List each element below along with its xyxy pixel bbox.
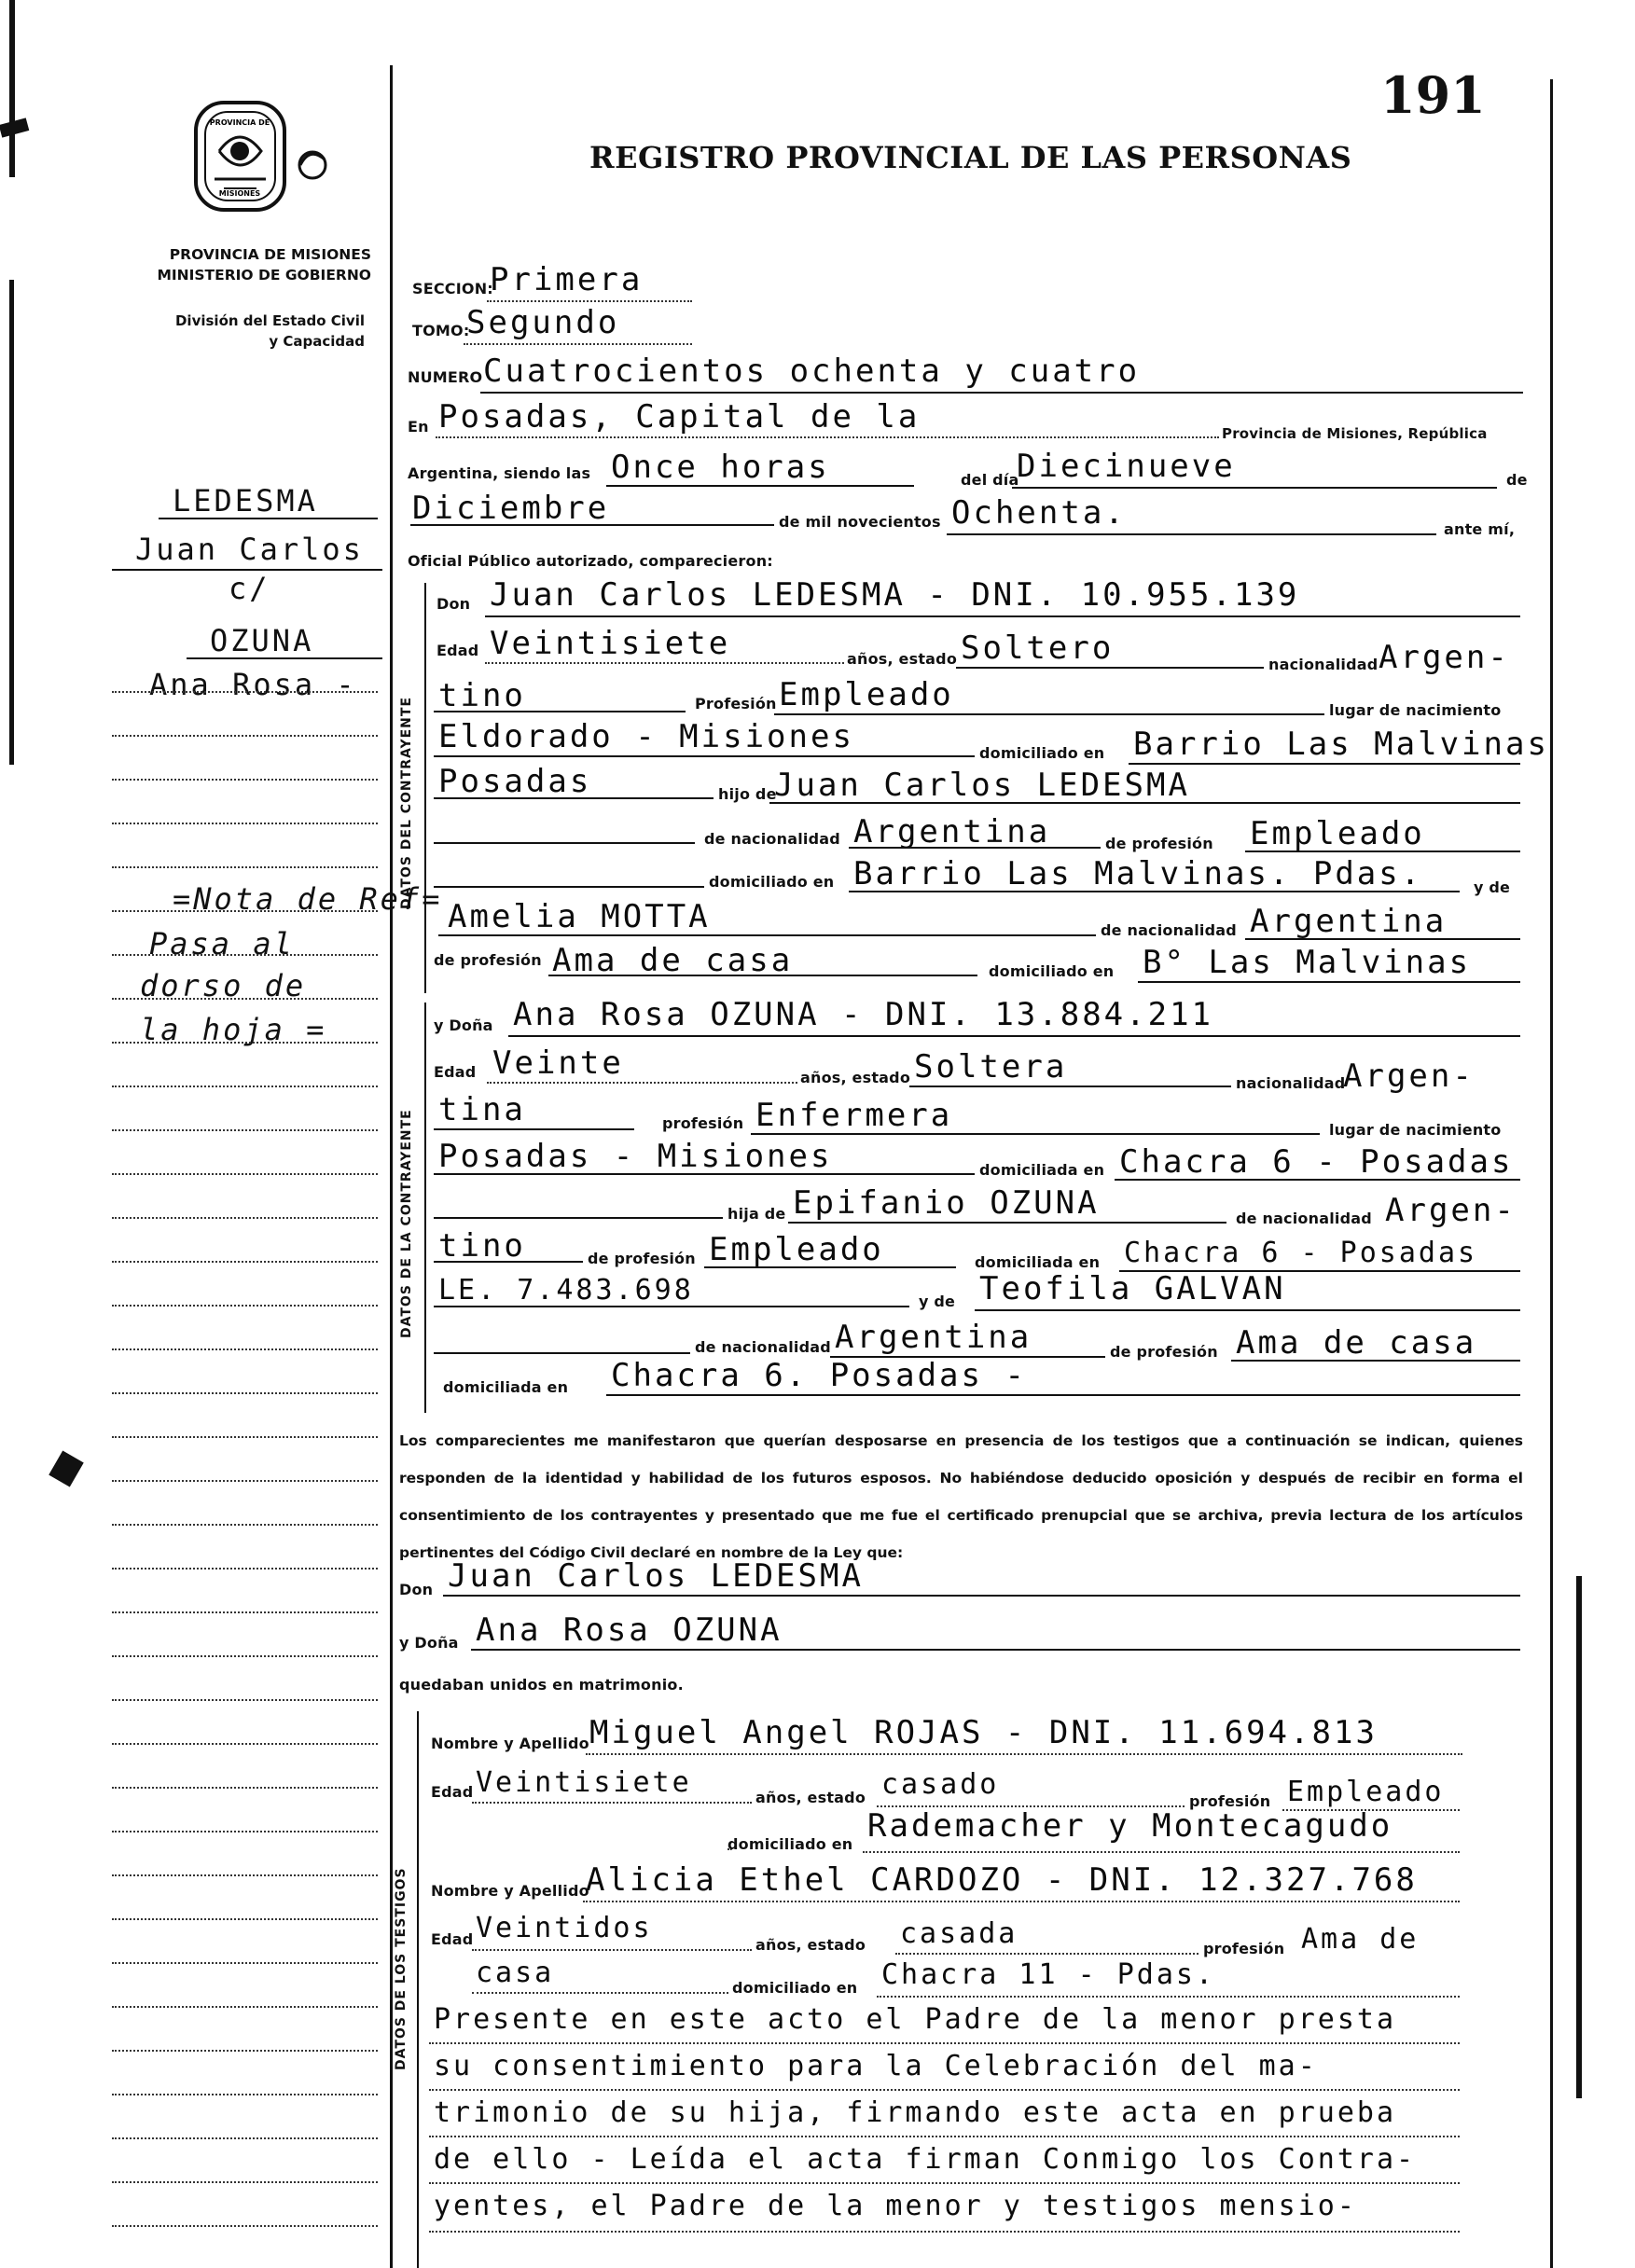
domicilio-value-b: Posadas: [438, 763, 592, 800]
margin-dotted-line: [112, 1655, 378, 1657]
margin-dotted-line: [112, 1962, 378, 1964]
witness-note-line: su consentimiento para la Celebración del ma-: [434, 2050, 1318, 2082]
dotted-line: [436, 436, 1219, 438]
margin-dotted-line: [112, 779, 378, 781]
margin-surname-1: LEDESMA: [173, 483, 318, 519]
nacionalidad-value-a: Argen-: [1343, 1058, 1475, 1095]
estado-label: años, estado: [755, 1936, 866, 1954]
division-line: División del Estado Civil: [174, 312, 365, 329]
margin-dotted-line: [112, 1436, 378, 1438]
ministry-line: MINISTERIO DE GOBIERNO: [157, 267, 371, 284]
testigos-side-label: DATOS DE LOS TESTIGOS: [394, 1867, 409, 2070]
margin-dotted-line: [112, 823, 378, 824]
padre-value: Epifanio OZUNA: [793, 1184, 1100, 1222]
block-bracket: [417, 1711, 419, 2268]
rule-line: [1012, 487, 1497, 489]
profesion-label: profesión: [662, 1114, 744, 1132]
rule-line: [443, 1595, 1520, 1597]
rule-line: [909, 1086, 1231, 1087]
margin-dotted-line: [112, 1611, 378, 1613]
scan-artifact: [9, 0, 15, 177]
provincia-text: Provincia de Misiones, República: [1222, 425, 1488, 442]
margin-note-line: =Nota de Ref=: [173, 881, 443, 917]
margin-dotted-line: [112, 2094, 378, 2095]
don-label: Don: [436, 595, 471, 613]
margin-dotted-line: [112, 1348, 378, 1350]
rule-line: [471, 1649, 1520, 1651]
rule-line: [1115, 1179, 1520, 1181]
nacionalidad-value-a: Argen-: [1379, 639, 1510, 676]
profesion-label: profesión: [1203, 1940, 1285, 1957]
mil-label: de mil novecientos: [779, 513, 941, 531]
dotted-line: [583, 1901, 1460, 1902]
margin-note-line: Pasa al: [149, 926, 295, 961]
decl-don-value: Juan Carlos LEDESMA: [448, 1557, 864, 1595]
madre-nac-value: Argentina: [835, 1319, 1032, 1356]
testigo1-edad: Veintisiete: [476, 1766, 692, 1799]
dotted-line: [472, 1802, 752, 1804]
ante-label: ante mí,: [1444, 520, 1516, 538]
margin-dotted-line: [112, 1524, 378, 1526]
tomo-value: Segundo: [466, 304, 620, 341]
nombre-label: Nombre y Apellido: [431, 1882, 589, 1900]
margin-note-line: la hoja =: [140, 1012, 327, 1047]
dotted-line: [429, 2042, 1460, 2044]
hija-label: hija de: [727, 1205, 786, 1223]
rule-line: [434, 1173, 975, 1175]
margin-dotted-line: [112, 2137, 378, 2139]
margin-dotted-line: [112, 1568, 378, 1570]
margin-dotted-line: [112, 2181, 378, 2183]
dotted-line: [863, 1851, 1460, 1853]
decl-dona-value: Ana Rosa OZUNA: [476, 1611, 783, 1649]
profesion-label: profesión: [1189, 1792, 1271, 1810]
division-line: y Capacidad: [269, 333, 365, 350]
rule-line: [434, 1352, 690, 1354]
contrayente-side-label: DATOS DE LA CONTRAYENTE: [399, 1109, 414, 1338]
division-header: [175, 311, 365, 352]
profesion-value: Enfermera: [755, 1097, 953, 1134]
padre-nac-value-b: tino: [438, 1227, 526, 1265]
testigo1-estado: casado: [881, 1768, 1000, 1801]
profesion-value: Empleado: [779, 676, 954, 713]
dotted-line: [487, 1082, 797, 1084]
anio-value: Ochenta.: [951, 494, 1127, 532]
madre-dom-label: domiciliada en: [443, 1378, 569, 1396]
rule-line: [788, 1222, 1226, 1224]
scan-artifact: [1576, 1576, 1582, 2098]
testigo2-name: Alicia Ethel CARDOZO - DNI. 12.327.768: [586, 1861, 1418, 1899]
dotted-line: [472, 1992, 728, 1994]
domicilio-label: domiciliado en: [727, 1835, 853, 1853]
del-dia-label: del día: [961, 471, 1019, 489]
rule-line: [485, 615, 1520, 617]
testigo2-prof-a: Ama de: [1301, 1923, 1420, 1956]
witness-note-line: Presente en este acto el Padre de la menor presta: [434, 2003, 1397, 2036]
dotted-line: [464, 343, 692, 345]
padre-nac-label: de nacionalidad: [704, 830, 840, 848]
rule-line: [975, 1309, 1520, 1311]
mes-value: Diciembre: [412, 490, 610, 527]
scan-artifact: [48, 1451, 84, 1487]
rule-line: [751, 1133, 1320, 1135]
padre-nac-value-a: Argen-: [1385, 1192, 1517, 1229]
rule-line: [704, 1266, 956, 1268]
rule-line: [1245, 850, 1520, 852]
testigo1-name: Miguel Angel ROJAS - DNI. 11.694.813: [589, 1714, 1378, 1751]
de-label: de: [1506, 471, 1528, 489]
madre-value: Teofila GALVAN: [979, 1270, 1286, 1307]
page-number: 191: [1380, 65, 1486, 125]
dotted-line: [429, 2089, 1460, 2091]
seccion-label: SECCION:: [412, 280, 493, 297]
madre-prof-value: Ama de casa: [1236, 1324, 1477, 1362]
lugar-value: Eldorado - Misiones: [438, 718, 854, 755]
edad-value: Veinte: [492, 1044, 624, 1082]
nacionalidad-label: nacionalidad: [1236, 1074, 1346, 1092]
margin-rule: [159, 518, 378, 519]
padre-value: Juan Carlos LEDESMA: [774, 767, 1190, 804]
en-value: Posadas, Capital de la: [438, 398, 921, 436]
rule-line: [947, 533, 1436, 535]
margin-dotted-line: [112, 1086, 378, 1087]
dotted-line: [487, 300, 692, 302]
padre-prof-value: Empleado: [709, 1231, 884, 1268]
madre-nac-label: de nacionalidad: [695, 1338, 831, 1356]
madre-dom-value: Chacra 6. Posadas -: [611, 1357, 1027, 1394]
rule-line: [434, 1128, 634, 1130]
margin-dotted-line: [112, 1787, 378, 1789]
testigo2-dom: Chacra 11 - Pdas.: [881, 1958, 1216, 1991]
y-de-label: y de: [919, 1293, 956, 1310]
provincial-seal-icon: [177, 86, 331, 226]
margin-dotted-line: [112, 866, 378, 868]
edad-label: Edad: [431, 1783, 474, 1801]
madre-dom-value: B° Las Malvinas: [1143, 944, 1472, 981]
estado-label: años, estado: [800, 1069, 911, 1086]
y-de-label: y de: [1474, 878, 1511, 896]
rule-line: [1231, 1360, 1520, 1362]
hora-value: Once horas: [611, 449, 830, 486]
margin-dotted-line: [112, 2225, 378, 2227]
margin-conj: c/: [229, 571, 270, 606]
margin-dotted-line: [112, 2006, 378, 2008]
domicilio-value-a: Barrio Las Malvinas: [1133, 726, 1549, 763]
padre-nac-value: Argentina: [853, 813, 1051, 850]
margin-dotted-line: [112, 1874, 378, 1876]
block-bracket: [424, 1003, 426, 1413]
nacionalidad-value-b: tina: [438, 1091, 526, 1128]
padre-prof-value: Empleado: [1250, 815, 1425, 852]
margin-rule: [187, 657, 382, 659]
margin-dotted-line: [112, 1699, 378, 1701]
madre-prof-value: Ama de casa: [552, 942, 794, 979]
dotted-line: [895, 1953, 1199, 1955]
edad-value: Veintisiete: [490, 625, 731, 662]
rule-line: [1245, 938, 1520, 940]
en-label: En: [408, 418, 429, 436]
padre-prof-label: de profesión: [588, 1250, 696, 1267]
margin-dotted-line: [112, 998, 378, 1000]
estado-value: Soltera: [914, 1048, 1068, 1086]
dia-value: Diecinueve: [1017, 448, 1236, 485]
rule-line: [434, 1261, 583, 1263]
hijo-label: hijo de: [718, 785, 777, 803]
margin-dotted-line: [112, 910, 378, 912]
rule-line: [438, 934, 1096, 936]
padre-doc-value: LE. 7.483.698: [438, 1274, 694, 1307]
madre-dom-label: domiciliado en: [989, 962, 1115, 980]
rule-line: [434, 886, 704, 888]
dotted-line: [429, 2182, 1460, 2184]
margin-dotted-line: [112, 1392, 378, 1394]
padre-dom-label: domiciliada en: [975, 1253, 1101, 1271]
madre-prof-label: de profesión: [434, 951, 542, 969]
svg-text:PROVINCIA DE: PROVINCIA DE: [209, 118, 270, 127]
margin-dotted-line: [112, 735, 378, 737]
rule-line: [410, 524, 774, 526]
margin-dotted-line: [112, 1743, 378, 1745]
domicilio-label: domiciliada en: [979, 1161, 1105, 1179]
rule-line: [434, 797, 714, 799]
padre-dom-value: Chacra 6 - Posadas: [1124, 1237, 1478, 1269]
contrayente2-name: Ana Rosa OZUNA - DNI. 13.884.211: [513, 996, 1214, 1033]
nacionalidad-value-b: tino: [438, 677, 526, 714]
dotted-line: [877, 1996, 1460, 1998]
estado-value: Soltero: [961, 629, 1115, 667]
main-left-border: [390, 65, 393, 2268]
margin-dotted-line: [112, 1217, 378, 1219]
svg-text:MISIONES: MISIONES: [218, 189, 261, 198]
seccion-value: Primera: [490, 261, 644, 298]
domicilio-value: Chacra 6 - Posadas: [1119, 1143, 1514, 1181]
margin-dotted-line: [112, 1129, 378, 1131]
margin-dotted-line: [112, 954, 378, 956]
margin-dotted-line: [112, 1480, 378, 1482]
padre-dom-label: domiciliado en: [709, 873, 835, 891]
dotted-line: [485, 662, 844, 664]
rule-line: [1138, 981, 1520, 983]
nombre-label: Nombre y Apellido: [431, 1735, 589, 1752]
estado-label: años, estado: [755, 1789, 866, 1806]
contrayente-side-label: DATOS DEL CONTRAYENTE: [399, 696, 414, 909]
tomo-label: TOMO:: [412, 322, 470, 339]
domicilio-label: domiciliado en: [732, 1979, 858, 1997]
margin-dotted-line: [112, 1918, 378, 1920]
rule-line: [606, 485, 914, 487]
decl-dona-label: y Doña: [399, 1634, 459, 1652]
rule-line: [849, 847, 1101, 849]
madre-value: Amelia MOTTA: [448, 898, 711, 935]
main-right-border: [1550, 79, 1553, 2268]
dotted-line: [586, 1753, 1462, 1755]
edad-label: Edad: [436, 642, 479, 659]
margin-dotted-line: [112, 1261, 378, 1263]
contrayente1-name: Juan Carlos LEDESMA - DNI. 10.955.139: [490, 576, 1300, 614]
scan-artifact: [9, 280, 14, 765]
rule-line: [434, 842, 695, 844]
rule-line: [774, 713, 1324, 715]
declaration-paragraph: Los comparecientes me manifestaron que querían desposarse en presencia de los testigos que a continuación se indican, quienes responden de la identidad y habilidad de los futuros esposos. No habiéndose deducido oposición y después de recibir en forma el consentimiento de los contrayentes y presentado que me fue el certificado prenupcial que se archiva, previa lectura de los artículos pertinentes del Código Civil declaré en nombre de la Ley que:: [399, 1432, 1523, 1561]
rule-line: [606, 1394, 1520, 1396]
testigo2-estado: casada: [900, 1917, 1018, 1950]
rule-line: [548, 975, 977, 976]
document-title: REGISTRO PROVINCIAL DE LAS PERSONAS: [589, 140, 1352, 175]
padre-nac-label: de nacionalidad: [1236, 1210, 1372, 1227]
dona-label: y Doña: [434, 1016, 493, 1034]
decl-don-label: Don: [399, 1581, 434, 1598]
ministry-header: [157, 244, 371, 285]
padre-prof-label: de profesión: [1105, 835, 1213, 852]
margin-dotted-line: [112, 1305, 378, 1307]
margin-dotted-line: [112, 691, 378, 693]
lugar-label: lugar de nacimiento: [1329, 701, 1502, 719]
rule-line: [434, 755, 975, 757]
margin-dotted-line: [112, 1831, 378, 1832]
padre-dom-value: Barrio Las Malvinas. Pdas.: [853, 855, 1423, 892]
lugar-label: lugar de nacimiento: [1329, 1121, 1502, 1139]
quedaban-text: quedaban unidos en matrimonio.: [399, 1676, 684, 1694]
numero-label: NUMERO: [408, 368, 483, 386]
madre-nac-value: Argentina: [1250, 903, 1448, 940]
argentina-label: Argentina, siendo las: [408, 464, 591, 482]
madre-nac-label: de nacionalidad: [1101, 921, 1237, 939]
witness-note-line: yentes, el Padre de la menor y testigos mensio-: [434, 2190, 1357, 2222]
witness-note-line: de ello - Leída el acta firman Conmigo los Contra-: [434, 2143, 1417, 2176]
testigo2-prof-b: casa: [476, 1957, 555, 1989]
rule-line: [434, 711, 686, 712]
rule-line: [434, 1306, 909, 1307]
edad-label: Edad: [434, 1063, 477, 1081]
nacionalidad-label: nacionalidad: [1268, 656, 1379, 673]
margin-dotted-line: [112, 1173, 378, 1175]
margin-surname-2: OZUNA: [210, 623, 314, 658]
testigo1-prof: Empleado: [1287, 1776, 1445, 1808]
estado-label: años, estado: [847, 650, 958, 668]
margin-note-line: dorso de: [140, 968, 307, 1003]
dotted-line: [472, 1949, 752, 1951]
rule-line: [1129, 763, 1520, 765]
dotted-line: [429, 2136, 1460, 2137]
lugar-value: Posadas - Misiones: [438, 1138, 833, 1175]
rule-line: [508, 1035, 1520, 1037]
domicilio-label: domiciliado en: [979, 744, 1105, 762]
block-bracket: [424, 583, 426, 993]
testigo2-edad: Veintidos: [476, 1912, 653, 1944]
margin-given-1: Juan Carlos: [135, 532, 364, 567]
oficial-text: Oficial Público autorizado, comparecieron:: [408, 552, 773, 570]
testigo1-dom: Rademacher y Montecagudo: [867, 1807, 1393, 1845]
witness-note-line: trimonio de su hija, firmando este acta en prueba: [434, 2096, 1397, 2129]
dotted-line: [429, 2231, 1460, 2233]
rule-line: [480, 392, 1523, 394]
ministry-line: PROVINCIA DE MISIONES: [169, 246, 371, 263]
margin-given-2: Ana Rosa -: [149, 667, 357, 702]
edad-label: Edad: [431, 1930, 474, 1948]
profesion-label: Profesión: [695, 695, 777, 712]
margin-dotted-line: [112, 2050, 378, 2052]
numero-value: Cuatrocientos ochenta y cuatro: [483, 353, 1141, 390]
rule-line: [434, 1217, 723, 1219]
rule-line: [956, 667, 1264, 669]
rule-line: [849, 891, 1460, 892]
rule-line: [769, 802, 1520, 804]
margin-dotted-line: [112, 1042, 378, 1044]
madre-prof-label: de profesión: [1110, 1343, 1218, 1361]
